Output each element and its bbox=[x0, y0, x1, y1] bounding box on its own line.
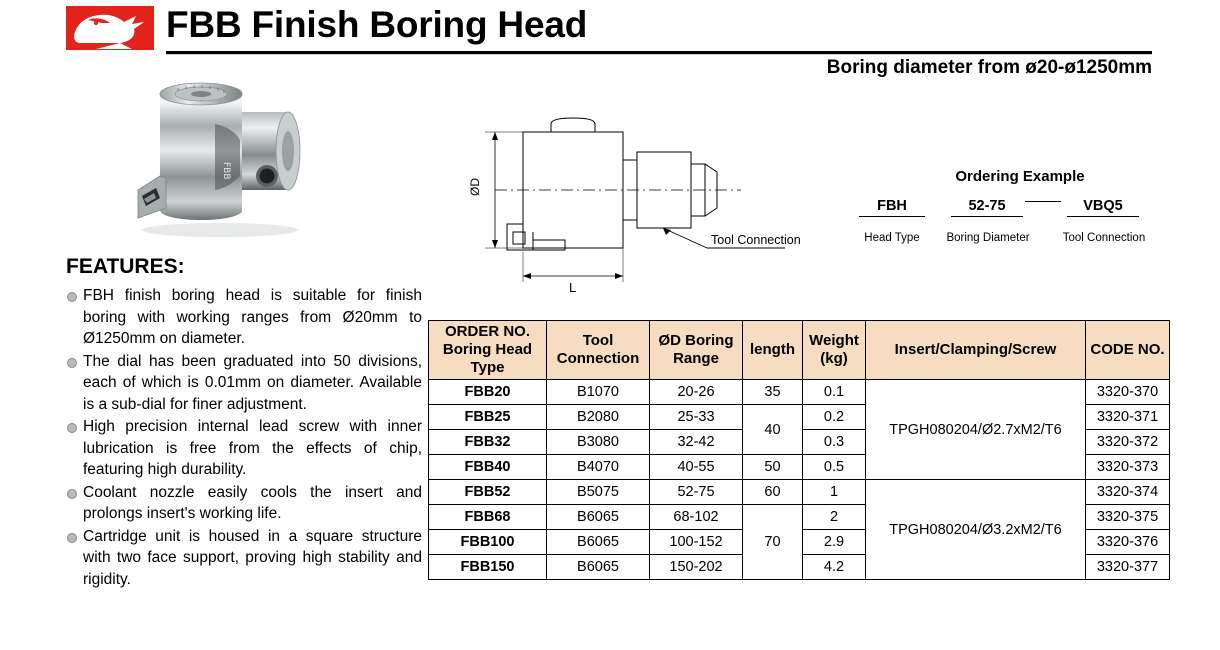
column-header-insert: Insert/Clamping/Screw bbox=[866, 321, 1086, 380]
column-header-boring-range: ØD Boring Range bbox=[650, 321, 743, 380]
cell-weight: 4.2 bbox=[803, 555, 866, 580]
cell-model: FBB100 bbox=[429, 530, 547, 555]
cell-weight: 0.2 bbox=[803, 405, 866, 430]
feature-text: FBH finish boring head is suitable for finish boring with working ranges from Ø20mm to Ø1250mm on diameter. bbox=[83, 287, 422, 347]
features-section bbox=[66, 255, 422, 591]
cell-code: 3320-373 bbox=[1086, 455, 1170, 480]
cell-tool: B6065 bbox=[547, 555, 650, 580]
dimension-label-length: L bbox=[569, 280, 577, 295]
cell-weight: 2 bbox=[803, 505, 866, 530]
cell-code: 3320-377 bbox=[1086, 555, 1170, 580]
list-item bbox=[66, 482, 422, 525]
column-header-length: length bbox=[743, 321, 803, 380]
feature-text: Cartridge unit is housed in a square structure with two face support, proving high stability and rigidity. bbox=[83, 527, 422, 588]
cell-insert-group-1: TPGH080204/Ø2.7xM2/T6 bbox=[866, 380, 1086, 480]
list-item bbox=[66, 351, 422, 416]
cell-range: 68-102 bbox=[650, 505, 743, 530]
table-row bbox=[429, 480, 1170, 505]
column-header-tool-connection: Tool Connection bbox=[547, 321, 650, 380]
feature-text: High precision internal lead screw with inner lubrication is free from the effects of chip, featuring high durability. bbox=[83, 418, 422, 478]
ordering-label-tool-connection: Tool Connection bbox=[1062, 232, 1146, 244]
cell-range: 100-152 bbox=[650, 530, 743, 555]
cell-tool: B4070 bbox=[547, 455, 650, 480]
list-item bbox=[66, 285, 422, 350]
feature-text: Coolant nozzle easily cools the insert and prolongs insert's working life. bbox=[83, 483, 422, 522]
bullet-icon bbox=[67, 423, 77, 433]
ordering-code-tool-connection: VBQ5 bbox=[1067, 198, 1139, 217]
specification-table bbox=[428, 320, 1169, 580]
list-item bbox=[66, 526, 422, 591]
ordering-separator-dash bbox=[1025, 201, 1061, 202]
technical-drawing bbox=[455, 100, 845, 300]
page-title: FBB Finish Boring Head bbox=[166, 4, 588, 45]
cell-length: 60 bbox=[743, 480, 803, 505]
page-header bbox=[0, 0, 1220, 78]
cell-tool: B2080 bbox=[547, 405, 650, 430]
ordering-example bbox=[835, 168, 1205, 278]
cell-weight: 0.3 bbox=[803, 430, 866, 455]
cell-model: FBB25 bbox=[429, 405, 547, 430]
features-heading: FEATURES: bbox=[66, 255, 185, 278]
cell-range: 25-33 bbox=[650, 405, 743, 430]
ordering-code-boring-diameter: 52-75 bbox=[951, 198, 1023, 217]
cell-length: 50 bbox=[743, 455, 803, 480]
column-header-order-no-line2: Boring Head Type bbox=[442, 341, 533, 376]
column-header-code-no: CODE NO. bbox=[1086, 321, 1170, 380]
list-item bbox=[66, 416, 422, 481]
dimension-label-diameter: ØD bbox=[468, 178, 482, 196]
cell-weight: 0.5 bbox=[803, 455, 866, 480]
cell-code: 3320-371 bbox=[1086, 405, 1170, 430]
cell-length: 40 bbox=[743, 405, 803, 455]
cell-tool: B3080 bbox=[547, 430, 650, 455]
cell-code: 3320-375 bbox=[1086, 505, 1170, 530]
bullet-icon bbox=[67, 292, 77, 302]
eagle-head-logo-icon bbox=[66, 6, 154, 50]
ordering-code-head-type: FBH bbox=[859, 198, 925, 217]
cell-tool: B5075 bbox=[547, 480, 650, 505]
ordering-example-title: Ordering Example bbox=[955, 168, 1085, 185]
cell-weight: 1 bbox=[803, 480, 866, 505]
cell-tool: B6065 bbox=[547, 530, 650, 555]
cell-range: 52-75 bbox=[650, 480, 743, 505]
cell-length: 35 bbox=[743, 380, 803, 405]
column-header-weight: Weight (kg) bbox=[803, 321, 866, 380]
cell-tool: B6065 bbox=[547, 505, 650, 530]
bullet-icon bbox=[67, 489, 77, 499]
features-list bbox=[66, 285, 422, 590]
cell-length: 70 bbox=[743, 505, 803, 580]
ordering-label-boring-diameter: Boring Diameter bbox=[946, 232, 1030, 244]
cell-code: 3320-370 bbox=[1086, 380, 1170, 405]
cell-weight: 0.1 bbox=[803, 380, 866, 405]
bullet-icon bbox=[67, 533, 77, 543]
feature-text: The dial has been graduated into 50 divisions, each of which is 0.01mm on diameter. Available is a sub-dial for finer adjustment. bbox=[83, 352, 422, 413]
cell-model: FBB40 bbox=[429, 455, 547, 480]
cell-model: FBB150 bbox=[429, 555, 547, 580]
cell-model: FBB20 bbox=[429, 380, 547, 405]
cell-range: 32-42 bbox=[650, 430, 743, 455]
title-underline bbox=[166, 50, 1156, 58]
cell-range: 150-202 bbox=[650, 555, 743, 580]
cell-model: FBB32 bbox=[429, 430, 547, 455]
svg-text:FBB: FBB bbox=[221, 162, 231, 180]
table-row bbox=[429, 380, 1170, 405]
cell-code: 3320-376 bbox=[1086, 530, 1170, 555]
cell-model: FBB52 bbox=[429, 480, 547, 505]
cell-code: 3320-374 bbox=[1086, 480, 1170, 505]
cell-range: 40-55 bbox=[650, 455, 743, 480]
cell-tool: B1070 bbox=[547, 380, 650, 405]
cell-weight: 2.9 bbox=[803, 530, 866, 555]
column-header-order-no bbox=[429, 321, 547, 380]
ordering-label-head-type: Head Type bbox=[864, 232, 920, 244]
product-photo bbox=[120, 72, 425, 247]
table-header-row bbox=[429, 321, 1170, 380]
cell-range: 20-26 bbox=[650, 380, 743, 405]
tool-connection-callout: Tool Connection bbox=[711, 233, 801, 247]
page-subtitle: Boring diameter from ø20-ø1250mm bbox=[826, 57, 1152, 78]
bullet-icon bbox=[67, 358, 77, 368]
cell-model: FBB68 bbox=[429, 505, 547, 530]
cell-insert-group-2: TPGH080204/Ø3.2xM2/T6 bbox=[866, 480, 1086, 580]
cell-code: 3320-372 bbox=[1086, 430, 1170, 455]
column-header-order-no-line1: ORDER NO. bbox=[444, 323, 530, 340]
